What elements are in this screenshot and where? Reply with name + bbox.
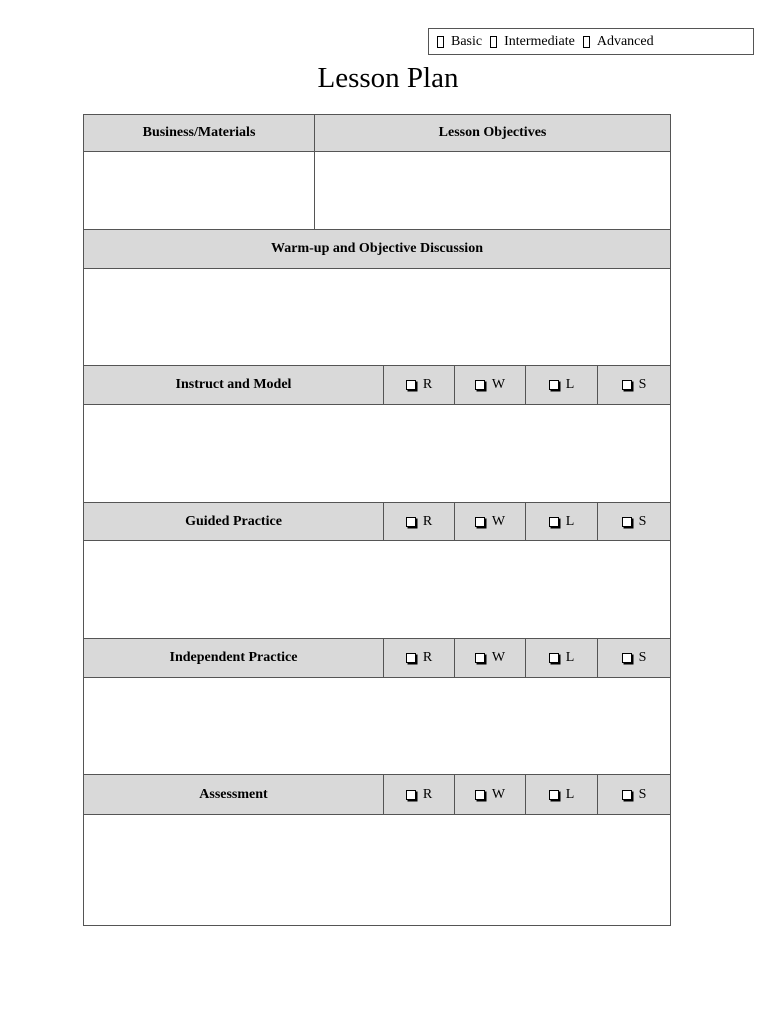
checkbox-icon[interactable] [622,653,632,663]
checkbox-icon[interactable] [406,517,416,527]
skill-reading[interactable] [383,639,454,677]
checkbox-icon[interactable] [475,653,485,663]
level-label: Advanced [596,33,654,49]
skill-label: R [422,786,433,802]
skill-writing[interactable] [454,639,525,677]
assessment-field[interactable] [84,815,670,925]
objectives-field[interactable] [315,152,670,229]
skill-label: S [638,377,647,392]
skill-label: R [422,513,433,529]
skill-writing[interactable] [454,503,525,540]
checkbox-icon[interactable] [406,380,416,390]
level-option-advanced[interactable] [583,34,654,50]
checkbox-icon[interactable] [622,517,632,527]
checkbox-icon[interactable] [549,790,559,800]
skill-label: L [565,786,575,802]
skill-writing[interactable] [454,366,525,404]
skill-listening[interactable] [525,639,597,677]
section-header: Assessment [199,786,268,802]
proficiency-level-selector [428,28,754,55]
skill-label: S [638,513,647,529]
checkbox-icon[interactable] [475,790,485,800]
materials-objectives-row [84,152,670,230]
skill-reading[interactable] [383,775,454,814]
checkbox-icon[interactable] [475,380,485,390]
level-label: Intermediate [504,33,575,49]
lesson-plan-table [83,114,671,926]
warmup-field[interactable] [84,269,670,366]
objectives-header: Lesson Objectives [438,125,547,140]
section-header: Instruct and Model [175,377,292,392]
skill-listening[interactable] [525,366,597,404]
checkbox-icon[interactable] [622,790,632,800]
checkbox-icon[interactable] [437,36,444,48]
skill-speaking[interactable] [597,366,670,404]
skill-label: S [638,786,647,802]
level-option-basic[interactable] [437,34,482,50]
checkbox-icon[interactable] [406,790,416,800]
checkbox-icon[interactable] [406,653,416,663]
skill-writing[interactable] [454,775,525,814]
skill-listening[interactable] [525,503,597,540]
warmup-header-row [84,230,670,269]
instruct-header-row [84,366,670,405]
section-header: Independent Practice [169,650,298,665]
skill-speaking[interactable] [597,775,670,814]
guided-header-row [84,503,670,541]
skill-label: W [491,786,506,802]
level-option-intermediate[interactable] [490,34,575,50]
guided-field[interactable] [84,541,670,639]
materials-header: Business/Materials [84,115,315,151]
warmup-header: Warm-up and Objective Discussion [271,241,483,256]
checkbox-icon[interactable] [549,517,559,527]
checkbox-icon[interactable] [622,380,632,390]
header-row [84,115,670,152]
skill-reading[interactable] [383,503,454,540]
skill-speaking[interactable] [597,639,670,677]
skill-label: L [565,513,575,529]
skill-label: L [565,650,575,665]
checkbox-icon[interactable] [475,517,485,527]
level-label: Basic [451,33,483,49]
skill-speaking[interactable] [597,503,670,540]
checkbox-icon[interactable] [549,653,559,663]
independent-field[interactable] [84,678,670,775]
skill-label: R [422,650,433,665]
materials-field[interactable] [84,152,315,229]
skill-reading[interactable] [383,366,454,404]
checkbox-icon[interactable] [490,36,497,48]
skill-label: W [491,513,506,529]
assessment-header-row [84,775,670,815]
skill-label: W [491,650,506,665]
skill-label: W [491,377,506,392]
checkbox-icon[interactable] [549,380,559,390]
page-title: Lesson Plan [317,62,459,94]
skill-label: R [422,377,433,392]
skill-listening[interactable] [525,775,597,814]
independent-header-row [84,639,670,678]
checkbox-icon[interactable] [583,36,590,48]
instruct-field[interactable] [84,405,670,503]
skill-label: S [638,650,647,665]
skill-label: L [565,377,575,392]
section-header: Guided Practice [185,513,282,529]
